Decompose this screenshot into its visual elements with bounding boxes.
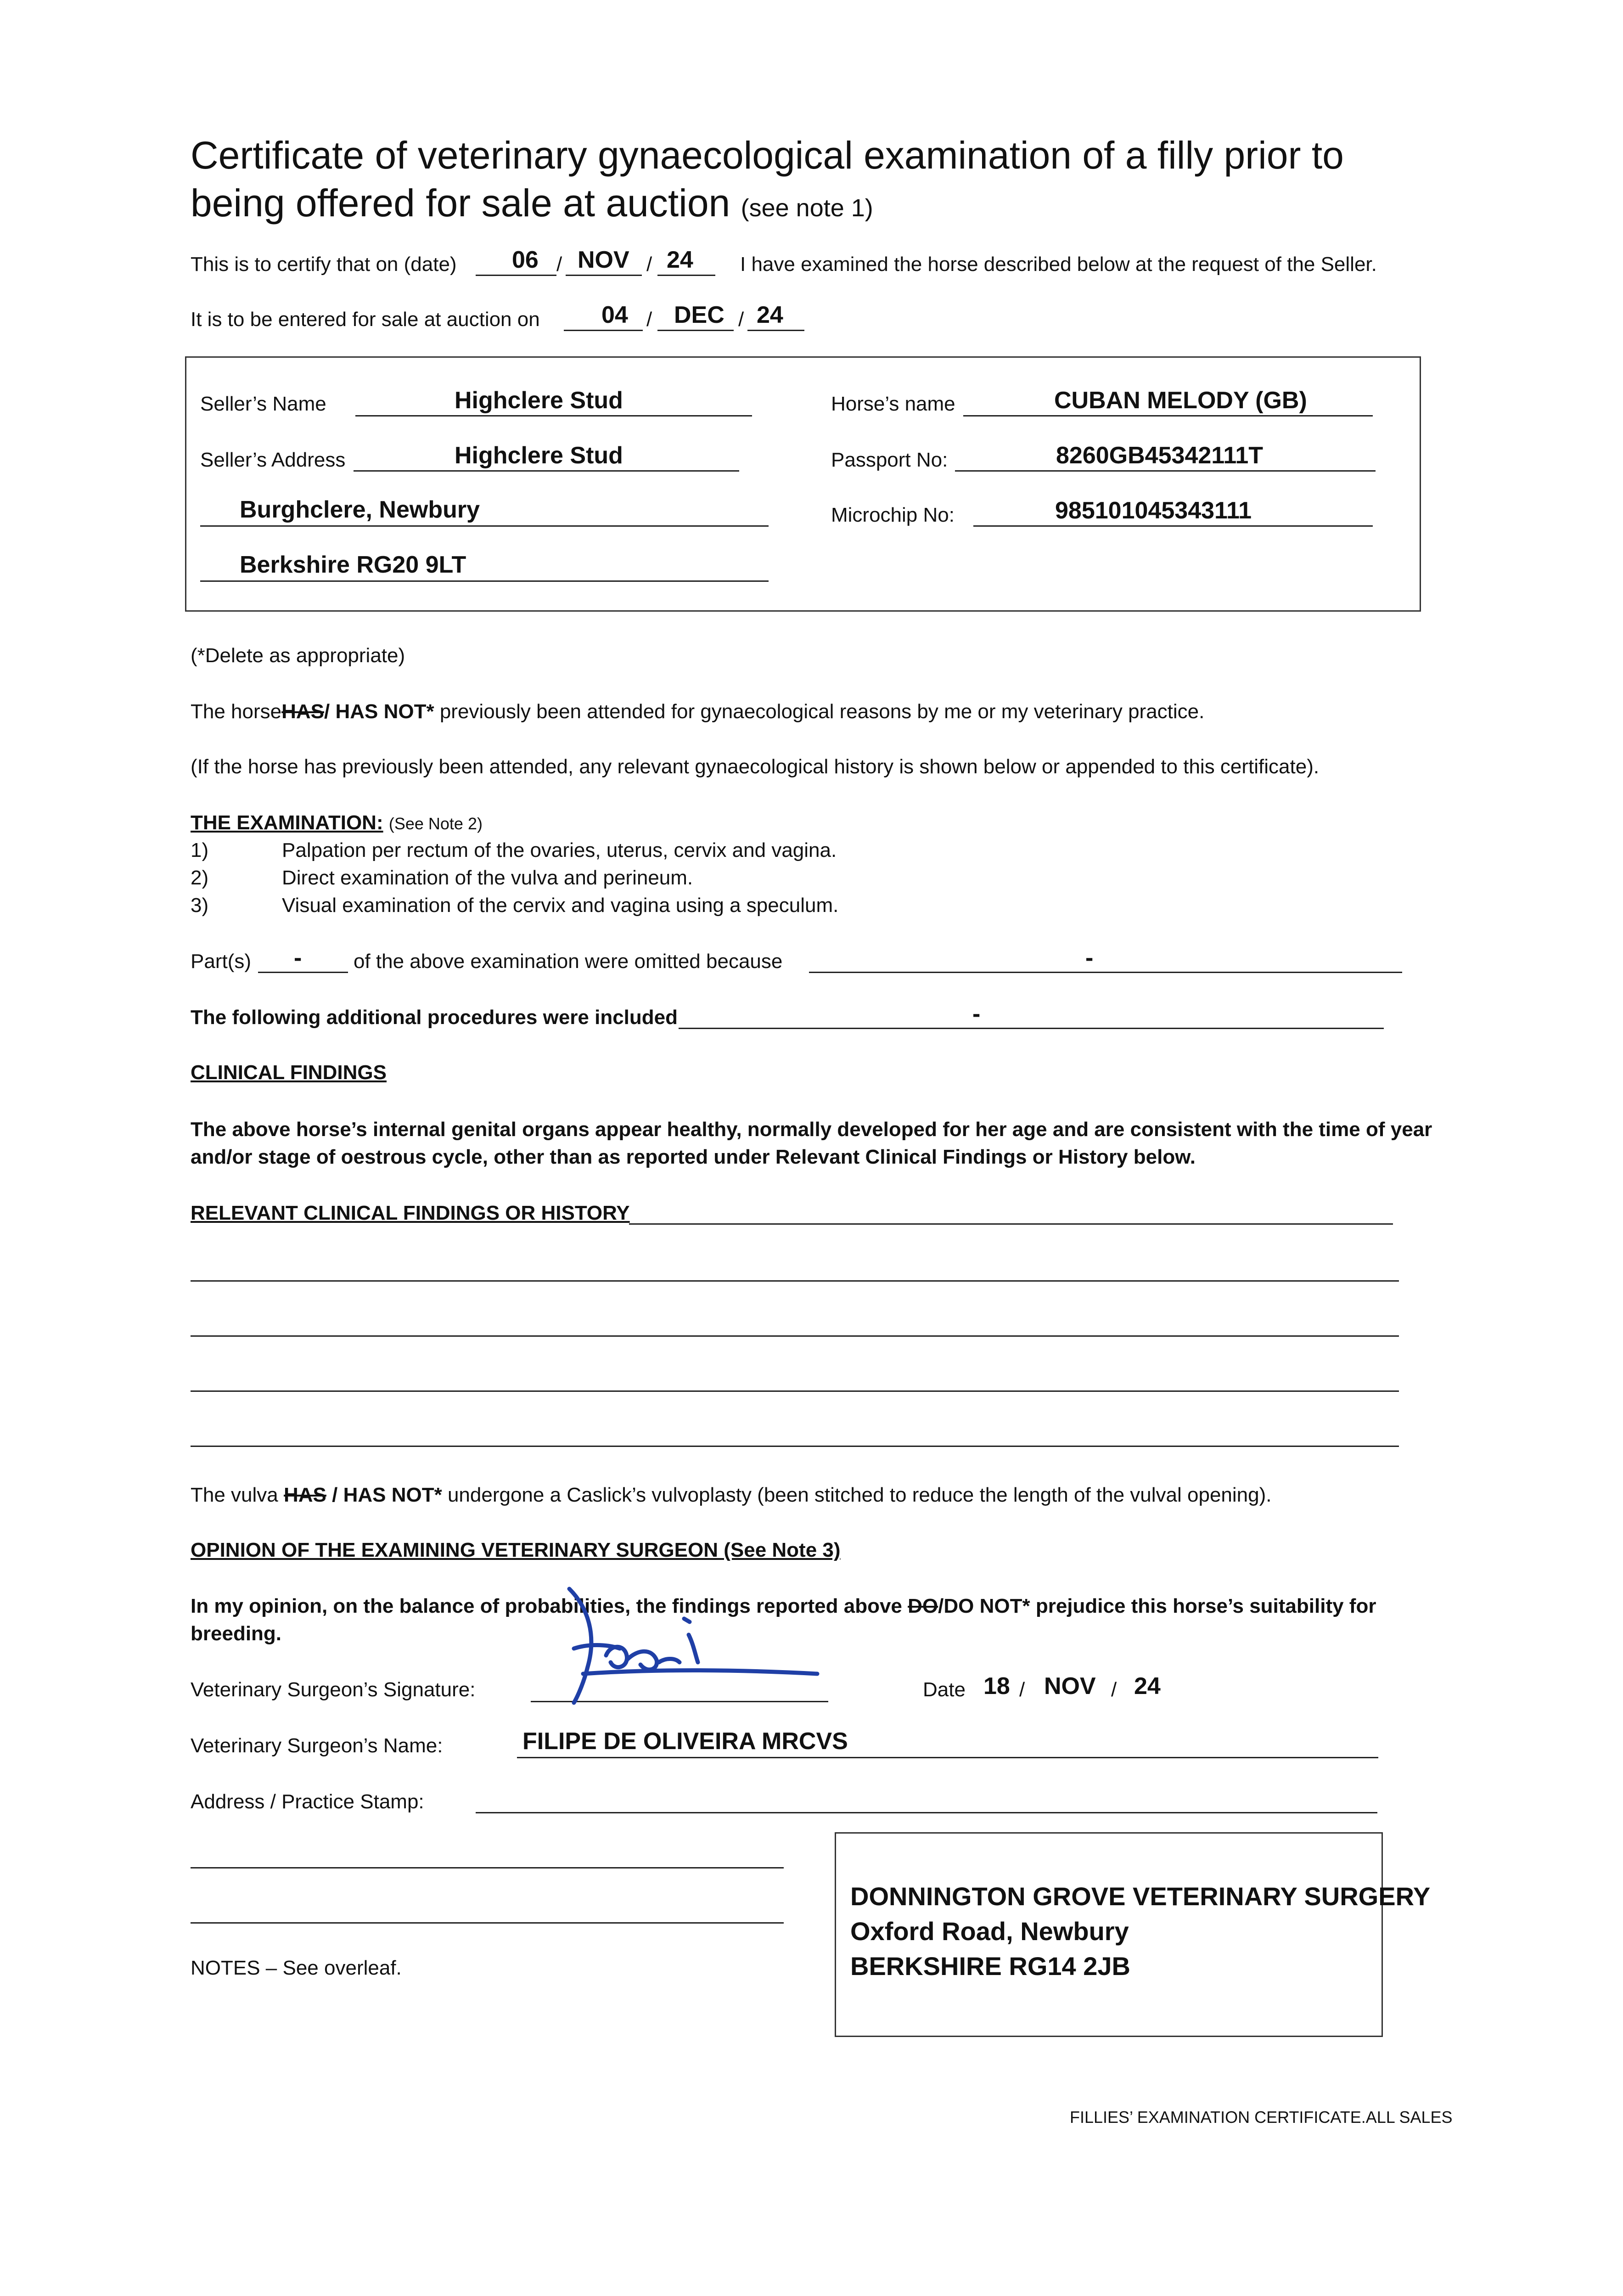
certify-year-line bbox=[657, 275, 715, 276]
title-note: (see note 1) bbox=[741, 194, 873, 222]
relevant-line-5 bbox=[191, 1446, 1399, 1447]
omitted-reason: - bbox=[1085, 945, 1094, 971]
vulva-has-not: / HAS NOT* bbox=[332, 1484, 442, 1506]
certify-month-line bbox=[566, 275, 642, 276]
horse-name-label: Horse’s name bbox=[831, 393, 955, 415]
notes-text: NOTES – See overleaf. bbox=[191, 1957, 402, 1979]
signature-sep-1: / bbox=[1019, 1678, 1025, 1701]
microchip-label: Microchip No: bbox=[831, 504, 955, 526]
additional-value: - bbox=[972, 1001, 981, 1027]
auction-prefix: It is to be entered for sale at auction on bbox=[191, 308, 540, 331]
omitted-middle: of the above examination were omitted because bbox=[354, 950, 783, 973]
opinion-prefix: In my opinion, on the balance of probabilities, the findings reported above bbox=[191, 1595, 902, 1617]
certify-day-line bbox=[476, 275, 556, 276]
examination-heading-note: (See Note 2) bbox=[388, 814, 483, 833]
passport-line bbox=[955, 470, 1376, 472]
address-line-2 bbox=[191, 1922, 784, 1924]
examination-heading bbox=[191, 810, 483, 837]
signature-month: NOV bbox=[1044, 1673, 1096, 1699]
signature-label: Veterinary Surgeon’s Signature: bbox=[191, 1678, 476, 1701]
seller-address-line-3 bbox=[200, 580, 769, 582]
certify-suffix: I have examined the horse described below at the request of the Seller. bbox=[740, 253, 1377, 276]
relevant-line-1 bbox=[629, 1223, 1393, 1225]
clinical-text-2: and/or stage of oestrous cycle, other than as reported under Relevant Clinical Findings or History below. bbox=[191, 1146, 1196, 1168]
seller-name-label: Seller’s Name bbox=[200, 393, 326, 415]
surgeon-name-line bbox=[517, 1757, 1378, 1758]
seller-name-line bbox=[355, 415, 752, 416]
microchip-number: 985101045343111 bbox=[1055, 497, 1252, 524]
opinion-do: DO bbox=[908, 1595, 938, 1617]
attended-suffix: previously been attended for gynaecological reasons by me or my veterinary practice. bbox=[439, 700, 1205, 723]
vulva-line bbox=[191, 1482, 1271, 1508]
practice-stamp-label: Address / Practice Stamp: bbox=[191, 1790, 424, 1813]
stamp-line-1: DONNINGTON GROVE VETERINARY SURGERY bbox=[850, 1882, 1431, 1911]
stamp-line-2: Oxford Road, Newbury bbox=[850, 1917, 1129, 1946]
examination-heading-text: THE EXAMINATION: bbox=[191, 811, 383, 834]
microchip-line bbox=[973, 525, 1373, 527]
certify-sep-1: / bbox=[556, 253, 562, 276]
attended-prefix: The horse bbox=[191, 700, 282, 723]
certify-month: NOV bbox=[578, 247, 629, 273]
exam-item-3-num: 3) bbox=[191, 894, 209, 917]
omitted-prefix: Part(s) bbox=[191, 950, 251, 973]
exam-item-1-num: 1) bbox=[191, 839, 209, 861]
auction-month-line bbox=[657, 330, 734, 331]
exam-item-2-text: Direct examination of the vulva and perineum. bbox=[282, 867, 693, 889]
relevant-line-2 bbox=[191, 1280, 1399, 1282]
vulva-suffix: undergone a Caslick’s vulvoplasty (been stitched to reduce the length of the vulval opening). bbox=[447, 1484, 1272, 1506]
auction-year-line bbox=[747, 330, 804, 331]
title-text: being offered for sale at auction bbox=[191, 181, 730, 225]
seller-address-line-1 bbox=[354, 470, 739, 472]
signature-day: 18 bbox=[983, 1673, 1010, 1699]
additional-label: The following additional procedures were included bbox=[191, 1006, 678, 1029]
auction-sep-2: / bbox=[738, 308, 744, 331]
signature-sep-2: / bbox=[1111, 1678, 1117, 1701]
vulva-prefix: The vulva bbox=[191, 1484, 278, 1506]
seller-address-3: Berkshire RG20 9LT bbox=[240, 551, 466, 578]
address-line-1 bbox=[191, 1867, 784, 1868]
opinion-text-2: breeding. bbox=[191, 1622, 282, 1645]
omitted-reason-line bbox=[809, 972, 1402, 973]
auction-month: DEC bbox=[674, 302, 724, 328]
clinical-text-1: The above horse’s internal genital organs appear healthy, normally developed for her age and are consistent with the time of year bbox=[191, 1118, 1432, 1141]
title-line-2 bbox=[191, 180, 873, 231]
footer-text: FILLIES’ EXAMINATION CERTIFICATE.ALL SALES bbox=[1070, 2108, 1453, 2127]
seller-address-label: Seller’s Address bbox=[200, 449, 346, 471]
relevant-line-4 bbox=[191, 1390, 1399, 1392]
attended-has: HAS bbox=[281, 700, 325, 723]
exam-item-2-num: 2) bbox=[191, 867, 209, 889]
seller-address-line-2 bbox=[200, 525, 769, 527]
omitted-parts-line bbox=[258, 972, 348, 973]
passport-number: 8260GB45342111T bbox=[1056, 442, 1264, 469]
relevant-line-3 bbox=[191, 1335, 1399, 1337]
seller-address-1: Highclere Stud bbox=[455, 442, 623, 469]
signature-scribble bbox=[537, 1580, 831, 1708]
relevant-heading: RELEVANT CLINICAL FINDINGS OR HISTORY bbox=[191, 1202, 630, 1224]
certify-sep-2: / bbox=[646, 253, 652, 276]
surgeon-name: FILIPE DE OLIVEIRA MRCVS bbox=[522, 1728, 848, 1755]
certify-prefix: This is to certify that on (date) bbox=[191, 253, 457, 276]
horse-name: CUBAN MELODY (GB) bbox=[1054, 387, 1307, 414]
vulva-has: HAS bbox=[284, 1484, 326, 1506]
passport-label: Passport No: bbox=[831, 449, 948, 471]
practice-stamp-line bbox=[476, 1812, 1377, 1813]
signature-year: 24 bbox=[1134, 1673, 1161, 1699]
opinion-suffix: /DO NOT* prejudice this horse’s suitability for bbox=[938, 1595, 1376, 1617]
delete-note: (*Delete as appropriate) bbox=[191, 644, 405, 667]
exam-item-3-text: Visual examination of the cervix and vagina using a speculum. bbox=[282, 894, 839, 917]
certify-year: 24 bbox=[667, 247, 693, 273]
attended-has-not: / HAS NOT* bbox=[324, 700, 434, 723]
auction-sep-1: / bbox=[646, 308, 652, 331]
seller-name: Highclere Stud bbox=[455, 387, 623, 414]
title-line-1: Certificate of veterinary gynaecological examination of a filly prior to bbox=[191, 134, 1344, 177]
clinical-heading: CLINICAL FINDINGS bbox=[191, 1061, 387, 1084]
opinion-heading: OPINION OF THE EXAMINING VETERINARY SURGEON (See Note 3) bbox=[191, 1539, 841, 1561]
auction-year: 24 bbox=[757, 302, 783, 328]
horse-name-line bbox=[963, 415, 1373, 416]
additional-line bbox=[679, 1028, 1384, 1029]
attended-line bbox=[191, 699, 1204, 725]
omitted-parts: - bbox=[294, 945, 302, 971]
stamp-line-3: BERKSHIRE RG14 2JB bbox=[850, 1952, 1130, 1981]
exam-item-1-text: Palpation per rectum of the ovaries, uterus, cervix and vagina. bbox=[282, 839, 837, 861]
auction-day: 04 bbox=[601, 302, 628, 328]
history-note: (If the horse has previously been attended, any relevant gynaecological history is shown below or appended to this certificate). bbox=[191, 755, 1320, 778]
surgeon-name-label: Veterinary Surgeon’s Name: bbox=[191, 1734, 443, 1757]
seller-address-2: Burghclere, Newbury bbox=[240, 496, 480, 523]
date-label: Date bbox=[923, 1678, 966, 1701]
auction-day-line bbox=[564, 330, 643, 331]
certify-day: 06 bbox=[512, 247, 539, 273]
